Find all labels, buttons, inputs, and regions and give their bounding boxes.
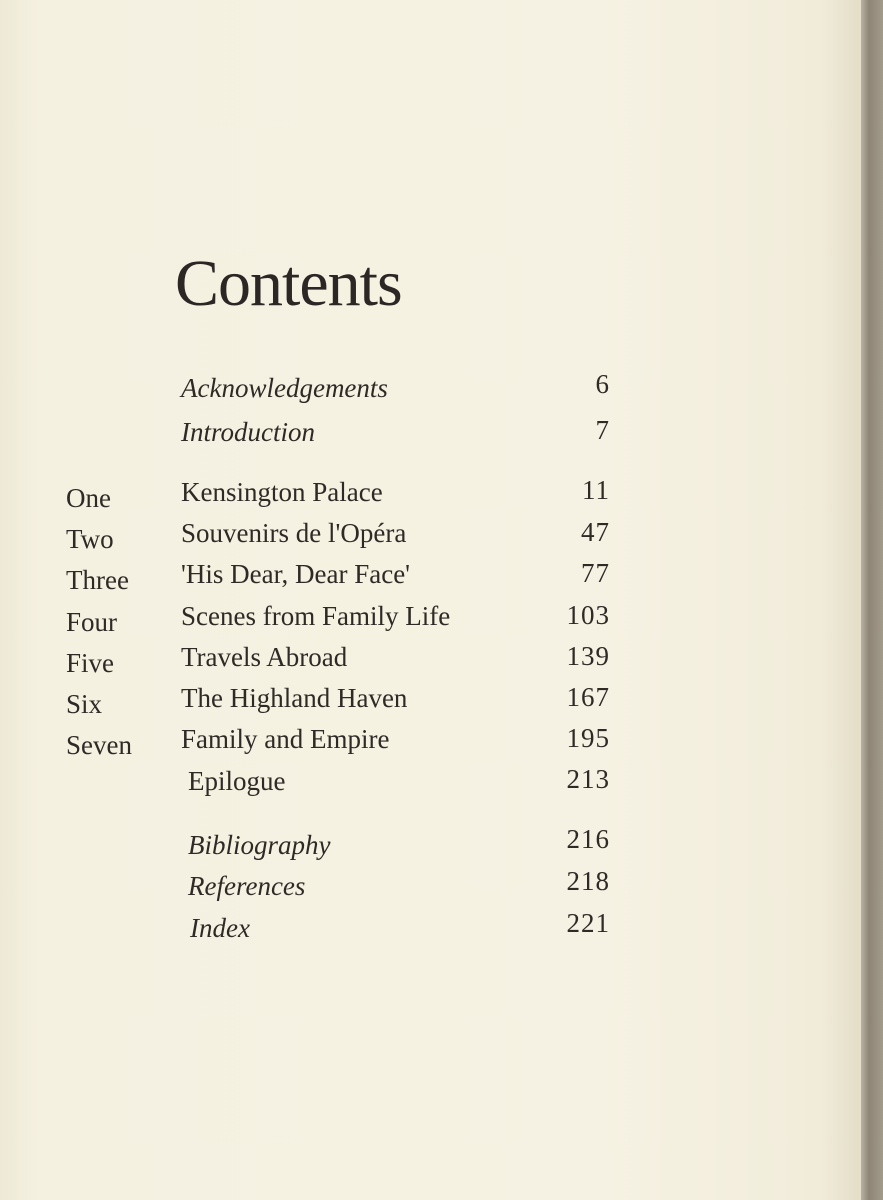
- toc-chapter-label: Four: [66, 607, 118, 637]
- toc-chapter-title: Epilogue: [188, 766, 286, 796]
- page-title: Contents: [175, 247, 402, 320]
- toc-chapter-title: Family and Empire: [181, 724, 390, 754]
- toc-chapter-page: 77: [581, 558, 610, 588]
- toc-chapter-label: Seven: [66, 730, 132, 760]
- toc-chapter-title: 'His Dear, Dear Face': [181, 559, 411, 589]
- toc-chapter-label: Five: [66, 648, 115, 678]
- toc-chapter-label: Six: [66, 689, 103, 719]
- toc-back-page: 216: [566, 824, 610, 854]
- toc-back-title: References: [188, 871, 306, 901]
- toc-front-title: Introduction: [181, 417, 315, 447]
- toc-front-page: 7: [595, 415, 610, 445]
- toc-back-title: Index: [190, 913, 250, 943]
- toc-chapter-page: 139: [566, 641, 610, 671]
- toc-chapter-title: Scenes from Family Life: [181, 601, 451, 631]
- toc-chapter-title: The Highland Haven: [181, 683, 408, 713]
- toc-front-title: Acknowledgements: [181, 373, 388, 403]
- toc-chapter-page: 195: [566, 723, 610, 753]
- toc-back-page: 221: [566, 908, 610, 938]
- toc-chapter-title: Kensington Palace: [181, 477, 383, 507]
- toc-chapter-title: Souvenirs de l'Opéra: [181, 518, 407, 548]
- toc-chapter-page: 213: [566, 764, 610, 794]
- toc-back-page: 218: [566, 866, 610, 896]
- toc-chapter-page: 11: [582, 475, 610, 505]
- toc-chapter-page: 103: [566, 600, 610, 630]
- book-spine-shadow: [861, 0, 883, 1200]
- toc-chapter-label: Two: [66, 524, 114, 554]
- toc-front-page: 6: [595, 369, 610, 399]
- toc-chapter-title: Travels Abroad: [181, 642, 348, 672]
- toc-chapter-label: One: [66, 483, 111, 513]
- toc-back-title: Bibliography: [188, 830, 331, 860]
- toc-chapter-page: 167: [566, 682, 610, 712]
- toc-chapter-page: 47: [581, 517, 610, 547]
- toc-chapter-label: Three: [66, 565, 129, 595]
